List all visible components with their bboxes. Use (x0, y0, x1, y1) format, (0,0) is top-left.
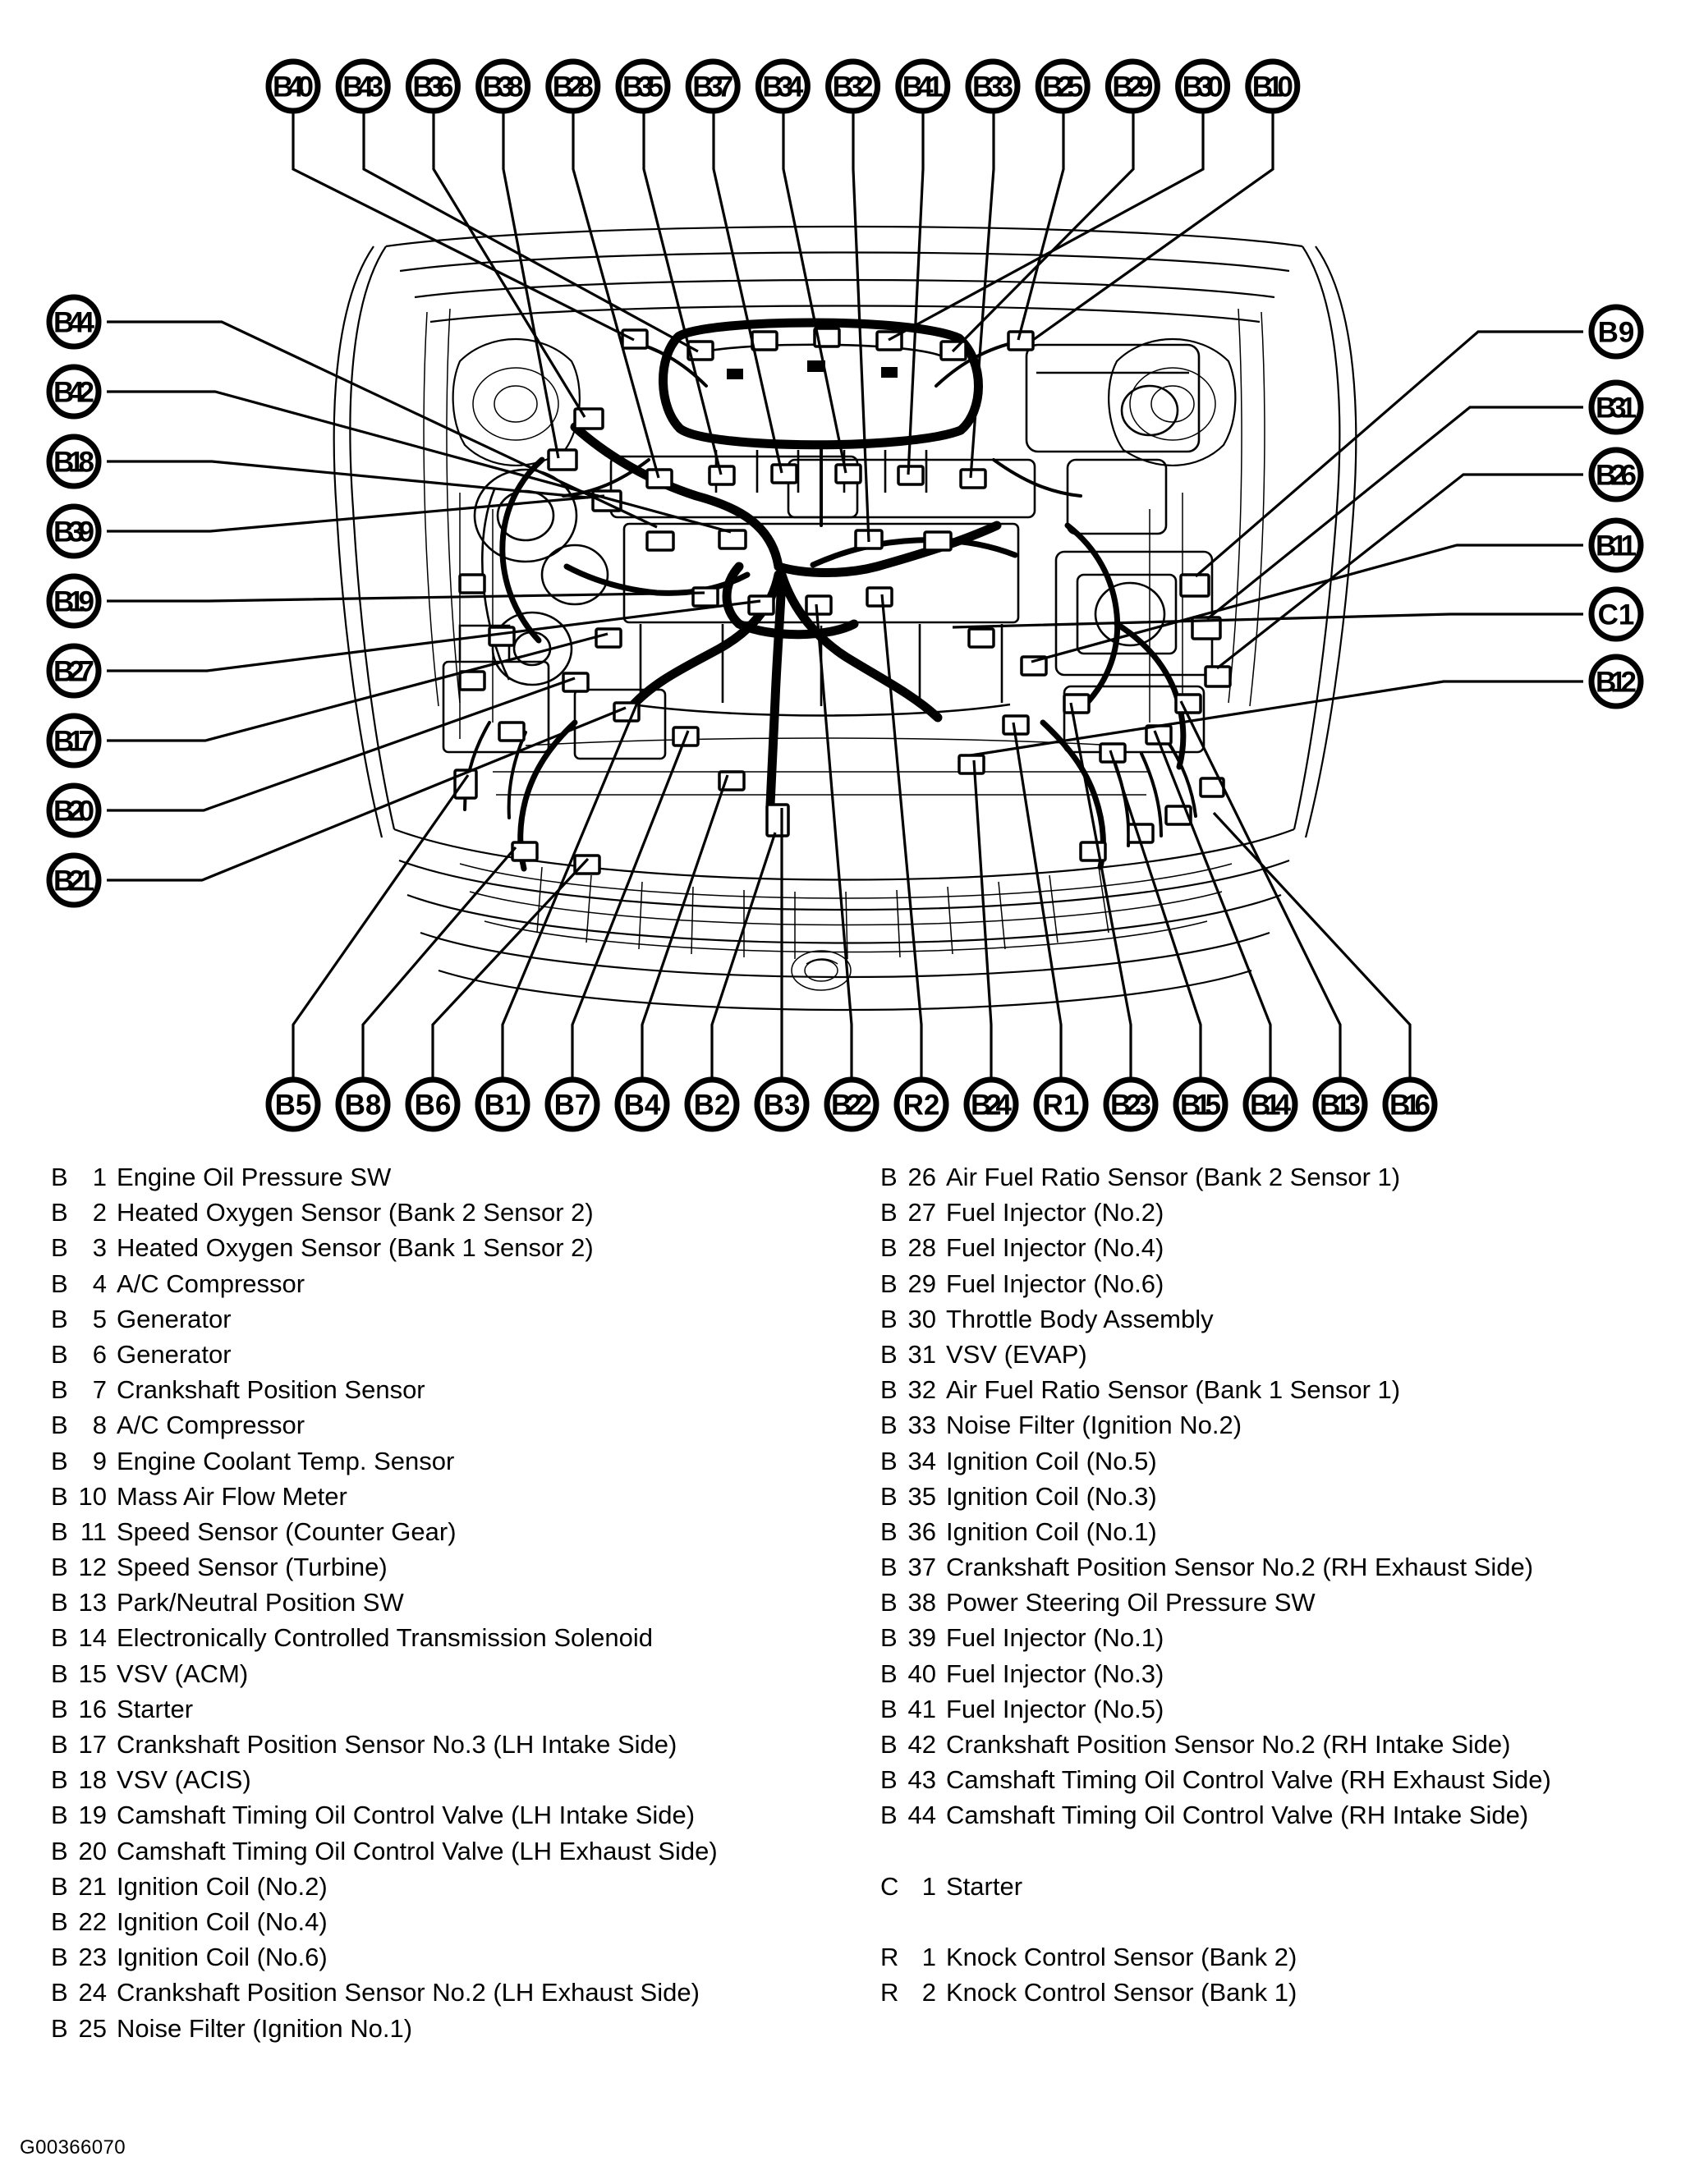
legend-item-b36 (880, 1514, 1685, 1549)
legend-code: B 31 (880, 1339, 936, 1369)
legend-description: Power Steering Oil Pressure SW (946, 1588, 1316, 1617)
callout-b10[interactable] (1248, 62, 1297, 111)
legend-item-b28 (880, 1230, 1685, 1265)
callout-b9[interactable] (1591, 307, 1641, 356)
callout-label: B18 (53, 446, 94, 479)
legend-code: B 42 (880, 1730, 936, 1759)
callout-label: B32 (832, 71, 874, 103)
legend-code: B 32 (880, 1375, 936, 1405)
legend-description: Crankshaft Position Sensor No.2 (LH Exhaust Side) (117, 1978, 700, 2007)
callout-label: B6 (414, 1089, 452, 1122)
legend-item-b3 (51, 1230, 856, 1265)
callout-label: B7 (553, 1089, 591, 1122)
callout-b6[interactable] (408, 1080, 457, 1129)
callout-label: B22 (831, 1089, 872, 1122)
callout-b34[interactable] (758, 62, 807, 111)
leader-lines (107, 113, 1583, 1077)
legend-item-b25 (51, 2011, 856, 2046)
legend-item-r1 (880, 1939, 1685, 1975)
callout-r2[interactable] (897, 1080, 946, 1129)
legend-description: Camshaft Timing Oil Control Valve (LH Exhaust Side) (117, 1836, 718, 1865)
legend-code: B 15 (51, 1659, 107, 1688)
legend-code: B 39 (880, 1623, 936, 1653)
legend-code: B 12 (51, 1553, 107, 1582)
legend-column-right (880, 1159, 1685, 2011)
legend-code: B 40 (880, 1659, 936, 1688)
callout-label: B37 (692, 71, 734, 103)
legend-item-b9 (51, 1443, 856, 1479)
legend-description: Engine Coolant Temp. Sensor (117, 1446, 455, 1475)
legend-description: Air Fuel Ratio Sensor (Bank 1 Sensor 1) (946, 1375, 1401, 1405)
callouts-top-row (269, 62, 1297, 111)
callout-b26[interactable] (1591, 450, 1641, 499)
legend-code: B 38 (880, 1588, 936, 1617)
legend-item-b5 (51, 1301, 856, 1337)
legend-code: B 21 (51, 1871, 107, 1901)
callout-label: B4 (623, 1089, 661, 1122)
legend-description: Generator (117, 1304, 232, 1333)
callout-label: B16 (1389, 1089, 1431, 1122)
legend-item-b38 (880, 1585, 1685, 1620)
legend-description: Mass Air Flow Meter (117, 1481, 347, 1511)
callout-b29[interactable] (1108, 62, 1157, 111)
callouts-right-column (1591, 307, 1641, 706)
callout-b20[interactable] (49, 786, 99, 835)
callout-b4[interactable] (618, 1080, 667, 1129)
legend-code: B 30 (880, 1304, 936, 1333)
legend-code: B 17 (51, 1730, 107, 1759)
legend-item-b21 (51, 1869, 856, 1904)
callout-b19[interactable] (49, 576, 99, 626)
callout-b18[interactable] (49, 437, 99, 486)
legend-code: R 1 (880, 1943, 936, 1972)
legend-description: Air Fuel Ratio Sensor (Bank 2 Sensor 1) (946, 1163, 1401, 1191)
legend-code: B 14 (51, 1623, 107, 1653)
legend-item-b20 (51, 1833, 856, 1869)
legend-code: B 9 (51, 1446, 107, 1475)
legend-item-b2 (51, 1195, 856, 1230)
legend-description: Starter (946, 1871, 1023, 1901)
legend-description: Fuel Injector (No.6) (946, 1269, 1164, 1298)
callout-label: R2 (902, 1089, 940, 1122)
legend-description: Ignition Coil (No.2) (117, 1871, 328, 1901)
legend-item-b34 (880, 1443, 1685, 1479)
legend-code: R 2 (880, 1978, 936, 2007)
callout-label: B30 (1182, 71, 1224, 103)
callout-b16[interactable] (1385, 1080, 1435, 1129)
legend-description: Heated Oxygen Sensor (Bank 2 Sensor 2) (117, 1198, 594, 1227)
legend-item-b41 (880, 1691, 1685, 1727)
legend-description: Crankshaft Position Sensor (117, 1375, 425, 1405)
legend-code: B 1 (51, 1163, 107, 1191)
legend-code: B 13 (51, 1588, 107, 1617)
callout-b28[interactable] (549, 62, 598, 111)
legend-code: B 4 (51, 1269, 107, 1298)
callout-label: C1 (1597, 599, 1635, 631)
callout-label: B21 (53, 865, 94, 897)
legend-description: Crankshaft Position Sensor No.2 (RH Intake Side) (946, 1730, 1511, 1759)
legend-description: Ignition Coil (No.6) (117, 1943, 328, 1972)
callout-b38[interactable] (479, 62, 528, 111)
legend-description: Heated Oxygen Sensor (Bank 1 Sensor 2) (117, 1233, 594, 1263)
legend-description: Fuel Injector (No.1) (946, 1623, 1164, 1653)
legend-code: B 18 (51, 1765, 107, 1795)
callout-b43[interactable] (338, 62, 388, 111)
callout-label: B14 (1250, 1089, 1291, 1122)
legend-code: B 7 (51, 1375, 107, 1405)
callout-label: B36 (412, 71, 454, 103)
callout-label: B31 (1596, 392, 1637, 424)
legend-code: B 29 (880, 1269, 936, 1298)
legend-item-b24 (51, 1975, 856, 2010)
legend-description: Noise Filter (Ignition No.2) (946, 1411, 1242, 1440)
legend-item-b43 (880, 1762, 1685, 1797)
callout-label: B29 (1112, 71, 1154, 103)
legend-item-b19 (51, 1797, 856, 1833)
callout-label: B35 (622, 71, 664, 103)
callout-b14[interactable] (1246, 1080, 1295, 1129)
legend-description: Knock Control Sensor (Bank 1) (946, 1978, 1297, 2007)
legend-description: Camshaft Timing Oil Control Valve (LH Intake Side) (117, 1801, 696, 1830)
callout-b22[interactable] (827, 1080, 876, 1129)
callout-label: B43 (342, 71, 384, 103)
callout-label: B38 (482, 71, 524, 103)
callout-label: B23 (1110, 1089, 1151, 1122)
callout-label: B25 (1042, 71, 1084, 103)
legend-item-b40 (880, 1656, 1685, 1691)
legend-item-b14 (51, 1620, 856, 1655)
callout-label: B11 (1596, 530, 1637, 562)
legend-item-b22 (51, 1904, 856, 1939)
legend-code: B 11 (51, 1516, 107, 1546)
legend-item-b35 (880, 1479, 1685, 1514)
callout-label: B34 (762, 71, 804, 103)
legend-description: Ignition Coil (No.4) (117, 1906, 328, 1936)
callout-label: B26 (1596, 459, 1637, 492)
legend-item-b1 (51, 1159, 856, 1195)
legend-item-b27 (880, 1195, 1685, 1230)
legend-description: Engine Oil Pressure SW (117, 1163, 392, 1191)
callout-label: B28 (552, 71, 594, 103)
legend-description: Generator (117, 1339, 232, 1369)
legend-code: B 27 (880, 1198, 936, 1227)
callout-label: B33 (972, 71, 1013, 103)
callout-label: B44 (53, 306, 94, 339)
legend-item-b26 (880, 1159, 1685, 1195)
legend-code: B 5 (51, 1304, 107, 1333)
legend-description: Ignition Coil (No.3) (946, 1481, 1157, 1511)
legend-item-b16 (51, 1691, 856, 1727)
legend-code: B 22 (51, 1906, 107, 1936)
legend-description: Crankshaft Position Sensor No.2 (RH Exhaust Side) (946, 1553, 1534, 1582)
callout-b40[interactable] (269, 62, 318, 111)
callout-label: B40 (273, 71, 314, 103)
legend-description: Electronically Controlled Transmission Solenoid (117, 1623, 654, 1653)
legend-description: VSV (EVAP) (946, 1339, 1087, 1369)
callout-label: B15 (1180, 1089, 1221, 1122)
legend-code: B 10 (51, 1481, 107, 1511)
callout-b24[interactable] (967, 1080, 1016, 1129)
legend-description: Speed Sensor (Turbine) (117, 1553, 388, 1582)
legend-item-b17 (51, 1727, 856, 1762)
legend-item-b18 (51, 1762, 856, 1797)
callout-b8[interactable] (338, 1080, 388, 1129)
legend-code: B 36 (880, 1516, 936, 1546)
callout-b17[interactable] (49, 716, 99, 765)
callout-label: R1 (1042, 1089, 1080, 1122)
legend-code: B 41 (880, 1694, 936, 1723)
legend-item-b39 (880, 1620, 1685, 1655)
callout-label: B5 (274, 1089, 312, 1122)
legend-item-b42 (880, 1727, 1685, 1762)
legend-description: VSV (ACIS) (117, 1765, 251, 1795)
legend-description: Crankshaft Position Sensor No.3 (LH Intake Side) (117, 1730, 677, 1759)
legend-description: Fuel Injector (No.2) (946, 1198, 1164, 1227)
callout-b44[interactable] (49, 297, 99, 346)
legend-item-b15 (51, 1656, 856, 1691)
callout-label: B9 (1597, 316, 1635, 349)
legend-item-c1 (880, 1869, 1685, 1904)
legend-item-b4 (51, 1266, 856, 1301)
legend-description: Park/Neutral Position SW (117, 1588, 404, 1617)
legend-code: B 8 (51, 1411, 107, 1440)
callout-b30[interactable] (1178, 62, 1228, 111)
legend-item-b31 (880, 1337, 1685, 1372)
legend-code: B 37 (880, 1553, 936, 1582)
legend-item-b7 (51, 1372, 856, 1407)
callout-b36[interactable] (408, 62, 457, 111)
legend-code: C 1 (880, 1871, 936, 1901)
callout-label: B19 (53, 585, 94, 618)
legend-description: Starter (117, 1694, 194, 1723)
callout-b21[interactable] (49, 856, 99, 905)
legend-item-b29 (880, 1266, 1685, 1301)
legend-column-left (51, 1159, 856, 2046)
callout-label: B2 (693, 1089, 731, 1122)
legend-description: A/C Compressor (117, 1269, 305, 1298)
callout-label: B12 (1596, 666, 1637, 699)
legend-description: Fuel Injector (No.4) (946, 1233, 1164, 1263)
callout-r1[interactable] (1036, 1080, 1086, 1129)
callout-b31[interactable] (1591, 383, 1641, 432)
callout-label: B39 (53, 516, 94, 548)
legend-item-b23 (51, 1939, 856, 1975)
legend-code: B 25 (51, 2013, 107, 2043)
legend-code: B 16 (51, 1694, 107, 1723)
document-code: G00366070 (20, 2136, 126, 2159)
legend-item-b37 (880, 1549, 1685, 1585)
legend-item-b13 (51, 1585, 856, 1620)
callout-b5[interactable] (269, 1080, 318, 1129)
legend-description: Throttle Body Assembly (946, 1304, 1214, 1333)
callout-label: B1 (484, 1089, 521, 1122)
callout-b33[interactable] (968, 62, 1017, 111)
legend-description: VSV (ACM) (117, 1659, 249, 1688)
legend-code: B 23 (51, 1943, 107, 1972)
callout-b3[interactable] (757, 1080, 806, 1129)
legend-description: Speed Sensor (Counter Gear) (117, 1516, 457, 1546)
legend-item-b30 (880, 1301, 1685, 1337)
legend-item-b44 (880, 1797, 1685, 1833)
legend-description: Camshaft Timing Oil Control Valve (RH Exhaust Side) (946, 1765, 1551, 1795)
callouts-left-column (49, 297, 99, 905)
legend-code: B 26 (880, 1163, 936, 1191)
legend-description: Ignition Coil (No.1) (946, 1516, 1157, 1546)
callout-b2[interactable] (687, 1080, 737, 1129)
legend-item-b12 (51, 1549, 856, 1585)
legend-code: B 43 (880, 1765, 936, 1795)
legend-item-r2 (880, 1975, 1685, 2010)
callout-b41[interactable] (898, 62, 948, 111)
callout-b37[interactable] (688, 62, 737, 111)
legend-item-b8 (51, 1407, 856, 1443)
legend-description: Ignition Coil (No.5) (946, 1446, 1157, 1475)
callout-label: B24 (971, 1089, 1012, 1122)
callout-b32[interactable] (829, 62, 878, 111)
callout-b1[interactable] (478, 1080, 527, 1129)
callout-label: B10 (1251, 71, 1293, 103)
legend-item-b32 (880, 1372, 1685, 1407)
callout-b42[interactable] (49, 367, 99, 416)
callout-label: B41 (902, 71, 944, 103)
callouts-bottom-row (269, 1080, 1435, 1129)
callout-b15[interactable] (1176, 1080, 1225, 1129)
callout-label: B17 (53, 725, 94, 758)
legend-right-spacer (880, 1833, 1685, 1869)
callout-c1[interactable] (1591, 590, 1641, 639)
callout-b12[interactable] (1591, 657, 1641, 706)
legend-code: B 33 (880, 1411, 936, 1440)
legend-description: Fuel Injector (No.3) (946, 1659, 1164, 1688)
callout-label: B27 (53, 655, 94, 688)
callout-label: B8 (344, 1089, 382, 1122)
callout-b23[interactable] (1106, 1080, 1155, 1129)
callout-b7[interactable] (548, 1080, 597, 1129)
callout-label: B20 (53, 795, 94, 828)
callout-label: B3 (763, 1089, 801, 1122)
callout-label: B13 (1320, 1089, 1361, 1122)
callout-b13[interactable] (1316, 1080, 1365, 1129)
legend-description: A/C Compressor (117, 1411, 305, 1440)
legend-description: Camshaft Timing Oil Control Valve (RH Intake Side) (946, 1801, 1529, 1830)
callout-b35[interactable] (618, 62, 668, 111)
callout-b11[interactable] (1591, 521, 1641, 570)
legend-code: B 35 (880, 1481, 936, 1511)
legend-item-b6 (51, 1337, 856, 1372)
legend-item-b10 (51, 1479, 856, 1514)
legend-right-spacer (880, 1904, 1685, 1939)
legend-item-b11 (51, 1514, 856, 1549)
legend-code: B 20 (51, 1836, 107, 1865)
legend-code: B 19 (51, 1801, 107, 1830)
legend-description: Fuel Injector (No.5) (946, 1694, 1164, 1723)
callout-b27[interactable] (49, 646, 99, 695)
connector-legend (0, 1159, 1690, 2136)
legend-code: B 2 (51, 1198, 107, 1227)
legend-code: B 28 (880, 1233, 936, 1263)
legend-code: B 3 (51, 1233, 107, 1263)
legend-code: B 24 (51, 1978, 107, 2007)
legend-code: B 44 (880, 1801, 936, 1830)
callout-b39[interactable] (49, 507, 99, 556)
legend-description: Knock Control Sensor (Bank 2) (946, 1943, 1297, 1972)
legend-code: B 6 (51, 1339, 107, 1369)
legend-item-b33 (880, 1407, 1685, 1443)
callout-label: B42 (53, 376, 94, 409)
callout-b25[interactable] (1038, 62, 1087, 111)
legend-code: B 34 (880, 1446, 936, 1475)
legend-description: Noise Filter (Ignition No.1) (117, 2013, 413, 2043)
